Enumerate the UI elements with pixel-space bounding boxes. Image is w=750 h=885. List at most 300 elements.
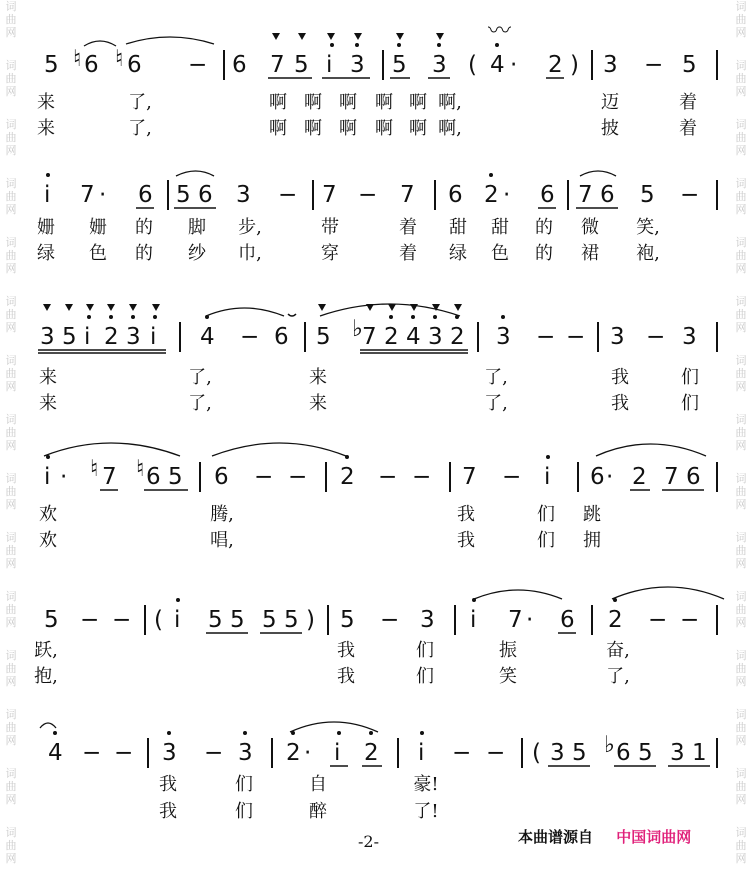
source-label: 本曲谱源自	[518, 828, 594, 846]
svg-text:−: −	[240, 324, 260, 350]
svg-text:5: 5	[316, 324, 331, 350]
svg-text:−: −	[646, 324, 666, 350]
lyric-word: 啊,	[438, 92, 462, 113]
svg-text:·: ·	[606, 464, 614, 490]
watermark-char: 网	[735, 498, 747, 511]
svg-text:·: ·	[503, 182, 511, 208]
svg-text:5: 5	[208, 607, 223, 633]
lyric-word: 欢	[39, 530, 57, 551]
lyric-word: 着	[679, 92, 697, 113]
lyric-word: 啊	[375, 118, 393, 139]
svg-text:7: 7	[508, 607, 523, 633]
svg-text:5: 5	[168, 464, 183, 490]
svg-text:4: 4	[490, 52, 505, 78]
watermark-char: 曲	[5, 721, 17, 734]
svg-text:i: i	[174, 607, 181, 633]
svg-text:3: 3	[550, 740, 565, 766]
lyric-word: 我	[337, 666, 355, 687]
svg-text:3: 3	[670, 740, 685, 766]
watermark-char: 词	[735, 236, 747, 249]
watermark-char: 词	[5, 0, 17, 13]
svg-text:7: 7	[270, 52, 285, 78]
svg-text:·: ·	[304, 740, 312, 766]
watermark-char: 网	[5, 616, 17, 629]
watermark-char: 网	[5, 203, 17, 216]
svg-text:−: −	[648, 607, 668, 633]
lyric-line-3a	[0, 363, 750, 389]
lyric-word: 甜	[449, 217, 467, 238]
watermark-char: 词	[5, 59, 17, 72]
watermark-char: 词	[5, 236, 17, 249]
watermark-char: 曲	[5, 131, 17, 144]
lyric-word: 们	[537, 530, 555, 551]
lyric-word: 姗	[89, 217, 107, 238]
lyric-line-6a	[0, 770, 750, 796]
svg-text:6: 6	[616, 740, 631, 766]
svg-text:−: −	[536, 324, 556, 350]
watermark-char: 词	[5, 413, 17, 426]
svg-text:(: (	[532, 740, 541, 766]
svg-text:−: −	[82, 740, 102, 766]
watermark-char: 词	[5, 472, 17, 485]
watermark-char: 曲	[5, 839, 17, 852]
watermark-char: 词	[735, 413, 747, 426]
svg-text:−: −	[502, 464, 522, 490]
watermark-char: 词	[735, 649, 747, 662]
svg-text:2: 2	[104, 324, 119, 350]
watermark-char: 网	[5, 734, 17, 747]
watermark-char: 网	[735, 380, 747, 393]
svg-text:6: 6	[214, 464, 229, 490]
svg-text:7: 7	[80, 182, 95, 208]
watermark-char: 网	[735, 85, 747, 98]
svg-text:2: 2	[450, 324, 465, 350]
watermark-char: 曲	[5, 72, 17, 85]
lyric-word: 啊	[375, 92, 393, 113]
lyric-word: 抱,	[34, 666, 58, 687]
lyric-word: 们	[416, 640, 434, 661]
watermark-char: 词	[5, 531, 17, 544]
watermark-char: 网	[5, 380, 17, 393]
svg-text:6: 6	[686, 464, 701, 490]
svg-text:2: 2	[384, 324, 399, 350]
lyric-word: 啊	[269, 92, 287, 113]
score-system-6	[0, 700, 750, 820]
page-number: -2-	[358, 832, 379, 851]
svg-text:5: 5	[176, 182, 191, 208]
svg-text:6: 6	[590, 464, 605, 490]
svg-text:7: 7	[322, 182, 337, 208]
svg-text:♮: ♮	[90, 456, 99, 482]
lyric-word: 披	[601, 118, 619, 139]
svg-text:5: 5	[44, 607, 59, 633]
svg-text:3: 3	[682, 324, 697, 350]
svg-text:i: i	[544, 464, 551, 490]
svg-text:7: 7	[462, 464, 477, 490]
watermark-char: 词	[735, 59, 747, 72]
svg-text:7: 7	[102, 464, 117, 490]
svg-text:−: −	[486, 740, 506, 766]
watermark-char: 曲	[5, 662, 17, 675]
watermark-char: 词	[735, 177, 747, 190]
svg-text:♭: ♭	[604, 732, 615, 758]
watermark-char: 网	[5, 439, 17, 452]
watermark-char: 网	[735, 852, 747, 865]
lyric-word: 我	[159, 801, 177, 822]
svg-text:): )	[570, 52, 579, 78]
svg-text:3: 3	[126, 324, 141, 350]
lyric-word: 姗	[37, 217, 55, 238]
lyric-line-1a	[0, 88, 750, 114]
svg-text:−: −	[80, 607, 100, 633]
score-system-2	[0, 140, 750, 264]
lyric-word: 笑	[499, 666, 517, 687]
lyric-word: 我	[457, 530, 475, 551]
lyric-word: 了!	[413, 801, 439, 822]
lyric-word: 振	[499, 640, 517, 661]
lyric-line-1b	[0, 114, 750, 140]
lyric-word: 腾,	[210, 504, 234, 525]
svg-text:6: 6	[84, 52, 99, 78]
svg-text:6: 6	[600, 182, 615, 208]
lyric-word: 了,	[188, 393, 212, 414]
svg-text:7: 7	[578, 182, 593, 208]
watermark-char: 词	[735, 118, 747, 131]
svg-text:−: −	[680, 607, 700, 633]
svg-text:i: i	[334, 740, 341, 766]
svg-text:−: −	[278, 182, 298, 208]
watermark-char: 曲	[735, 367, 747, 380]
svg-text:(: (	[468, 52, 477, 78]
notation-line-4	[0, 452, 750, 502]
svg-text:2: 2	[364, 740, 379, 766]
watermark-char: 词	[5, 590, 17, 603]
lyric-word: 的	[135, 243, 153, 264]
svg-text:−: −	[204, 740, 224, 766]
lyric-word: 笑,	[636, 217, 660, 238]
svg-text:6: 6	[448, 182, 463, 208]
svg-text:3: 3	[162, 740, 177, 766]
watermark-char: 网	[735, 262, 747, 275]
watermark-char: 网	[735, 321, 747, 334]
watermark-char: 网	[735, 26, 747, 39]
score-system-1	[0, 0, 750, 139]
lyric-word: 带	[321, 217, 339, 238]
watermark-char: 网	[735, 734, 747, 747]
svg-text:3: 3	[420, 607, 435, 633]
svg-text:−: −	[114, 740, 134, 766]
watermark-char: 网	[5, 262, 17, 275]
lyric-word: 甜	[491, 217, 509, 238]
lyric-word: 我	[611, 367, 629, 388]
watermark-char: 词	[5, 177, 17, 190]
svg-text:−: −	[378, 464, 398, 490]
svg-text:i: i	[44, 464, 51, 490]
svg-text:·: ·	[510, 52, 518, 78]
lyric-word: 啊	[304, 118, 322, 139]
svg-text:3: 3	[236, 182, 251, 208]
score-system-4	[0, 420, 750, 551]
svg-text:2: 2	[340, 464, 355, 490]
lyric-word: 奋,	[606, 640, 630, 661]
watermark-char: 曲	[735, 780, 747, 793]
svg-text:2: 2	[548, 52, 563, 78]
svg-text:5: 5	[340, 607, 355, 633]
svg-text:6: 6	[127, 52, 142, 78]
watermark-char: 曲	[5, 603, 17, 616]
lyric-line-2a	[0, 213, 750, 239]
svg-text:5: 5	[62, 324, 77, 350]
lyric-word: 色	[491, 243, 509, 264]
lyric-word: 着	[679, 118, 697, 139]
svg-text:i: i	[326, 52, 333, 78]
watermark-char: 曲	[735, 131, 747, 144]
lyric-line-3b	[0, 389, 750, 415]
watermark-char: 网	[5, 321, 17, 334]
svg-text:5: 5	[262, 607, 277, 633]
lyric-word: 来	[37, 92, 55, 113]
lyric-line-5a	[0, 636, 750, 662]
lyric-word: 啊	[339, 92, 357, 113]
watermark-char: 曲	[735, 662, 747, 675]
watermark-char: 曲	[5, 249, 17, 262]
watermark-char: 曲	[5, 13, 17, 26]
watermark-char: 曲	[735, 13, 747, 26]
svg-text:5: 5	[682, 52, 697, 78]
watermark-char: 曲	[735, 190, 747, 203]
svg-text:4: 4	[406, 324, 421, 350]
lyric-word: 我	[337, 640, 355, 661]
lyric-word: 欢	[39, 504, 57, 525]
svg-text:5: 5	[572, 740, 587, 766]
lyric-word: 啊	[339, 118, 357, 139]
svg-text:i: i	[418, 740, 425, 766]
svg-text:5: 5	[294, 52, 309, 78]
svg-text:5: 5	[392, 52, 407, 78]
lyric-word: 们	[537, 504, 555, 525]
svg-text:5: 5	[230, 607, 245, 633]
watermark-char: 曲	[5, 426, 17, 439]
watermark-char: 曲	[5, 485, 17, 498]
lyric-word: 我	[457, 504, 475, 525]
lyric-word: 色	[89, 243, 107, 264]
svg-text:5: 5	[284, 607, 299, 633]
svg-text:6: 6	[198, 182, 213, 208]
lyric-word: 步,	[238, 217, 262, 238]
lyric-word: 绿	[449, 243, 467, 264]
svg-text:−: −	[452, 740, 472, 766]
svg-text:3: 3	[238, 740, 253, 766]
svg-text:1: 1	[692, 740, 707, 766]
lyric-word: 啊	[409, 92, 427, 113]
svg-text:♮: ♮	[73, 46, 82, 72]
svg-text:3: 3	[610, 324, 625, 350]
svg-text:·: ·	[60, 464, 68, 490]
svg-text:i: i	[84, 324, 91, 350]
svg-text:2: 2	[632, 464, 647, 490]
lyric-word: 了,	[484, 393, 508, 414]
svg-text:i: i	[150, 324, 157, 350]
lyric-word: 巾,	[238, 243, 262, 264]
svg-text:2: 2	[286, 740, 301, 766]
svg-text:5: 5	[640, 182, 655, 208]
svg-text:−: −	[380, 607, 400, 633]
lyric-word: 袍,	[636, 243, 660, 264]
lyric-line-2b	[0, 239, 750, 265]
svg-text:i: i	[470, 607, 477, 633]
watermark-gap	[734, 865, 748, 885]
lyric-word: 我	[611, 393, 629, 414]
lyric-word: 着	[399, 243, 417, 264]
watermark-char: 词	[735, 590, 747, 603]
svg-text:−: −	[358, 182, 378, 208]
lyric-word: 了,	[128, 92, 152, 113]
watermark-char: 词	[5, 649, 17, 662]
lyric-word: 啊	[304, 92, 322, 113]
svg-text:2: 2	[608, 607, 623, 633]
svg-text:7: 7	[400, 182, 415, 208]
score-system-5	[0, 560, 750, 687]
svg-text:3: 3	[350, 52, 365, 78]
watermark-char: 词	[735, 295, 747, 308]
source-credit	[518, 826, 691, 847]
watermark-char: 曲	[5, 367, 17, 380]
score-system-3	[0, 280, 750, 414]
lyric-word: 纱	[188, 243, 206, 264]
lyric-word: 我	[159, 774, 177, 795]
lyric-word: 们	[416, 666, 434, 687]
watermark-char: 曲	[735, 544, 747, 557]
watermark-char: 曲	[735, 721, 747, 734]
lyric-word: 来	[309, 393, 327, 414]
svg-text:4: 4	[48, 740, 63, 766]
lyric-word: 们	[235, 801, 253, 822]
svg-text:−: −	[412, 464, 432, 490]
svg-text:〰: 〰	[488, 18, 511, 44]
svg-text:−: −	[644, 52, 664, 78]
watermark-char: 词	[735, 767, 747, 780]
svg-text:·: ·	[526, 607, 534, 633]
watermark-char: 曲	[735, 308, 747, 321]
lyric-word: 脚	[188, 217, 206, 238]
svg-text:7: 7	[664, 464, 679, 490]
watermark-char: 词	[735, 708, 747, 721]
svg-text:5: 5	[638, 740, 653, 766]
watermark-char: 网	[735, 439, 747, 452]
lyric-line-4b	[0, 526, 750, 552]
svg-text:7: 7	[362, 324, 377, 350]
watermark-char: 网	[5, 85, 17, 98]
lyric-word: 穿	[321, 243, 339, 264]
lyric-word: 自	[309, 774, 327, 795]
lyric-word: 啊,	[438, 118, 462, 139]
watermark-char: 词	[5, 118, 17, 131]
watermark-char: 词	[735, 354, 747, 367]
watermark-char: 词	[735, 0, 747, 13]
svg-text:6: 6	[560, 607, 575, 633]
svg-text:6: 6	[138, 182, 153, 208]
lyric-word: 着	[399, 217, 417, 238]
svg-text:♭: ♭	[352, 316, 363, 342]
watermark-char: 词	[735, 826, 747, 839]
watermark-char: 词	[5, 708, 17, 721]
svg-text:6: 6	[540, 182, 555, 208]
svg-text:6: 6	[232, 52, 247, 78]
watermark-char: 词	[735, 472, 747, 485]
lyric-word: 来	[309, 367, 327, 388]
svg-text:3: 3	[496, 324, 511, 350]
lyric-word: 微	[581, 217, 599, 238]
watermark-char: 曲	[735, 249, 747, 262]
svg-text:−: −	[254, 464, 274, 490]
notation-line-3	[0, 312, 750, 362]
watermark-char: 曲	[5, 308, 17, 321]
svg-text:♮: ♮	[136, 456, 145, 482]
watermark-char: 网	[5, 26, 17, 39]
lyric-word: 了,	[188, 367, 212, 388]
lyric-word: 来	[39, 393, 57, 414]
lyric-word: 绿	[37, 243, 55, 264]
svg-text:i: i	[44, 182, 51, 208]
lyric-word: 啊	[409, 118, 427, 139]
svg-text:3: 3	[428, 324, 443, 350]
lyric-word: 们	[681, 367, 699, 388]
watermark-char: 词	[5, 826, 17, 839]
svg-text:♮: ♮	[115, 46, 124, 72]
watermark-char: 曲	[735, 839, 747, 852]
lyric-word: 们	[235, 774, 253, 795]
lyric-word: 裙	[581, 243, 599, 264]
svg-text:(: (	[154, 607, 163, 633]
svg-text:3: 3	[603, 52, 618, 78]
lyric-word: 了,	[128, 118, 152, 139]
lyric-word: 啊	[269, 118, 287, 139]
watermark-char: 词	[5, 295, 17, 308]
svg-text:5: 5	[44, 52, 59, 78]
watermark-char: 词	[5, 767, 17, 780]
watermark-char: 曲	[735, 485, 747, 498]
lyric-word: 来	[37, 118, 55, 139]
watermark-gap	[4, 865, 18, 885]
watermark-char: 网	[735, 616, 747, 629]
watermark-char: 曲	[735, 72, 747, 85]
svg-text:−: −	[112, 607, 132, 633]
svg-text:): )	[306, 607, 315, 633]
lyric-word: 来	[39, 367, 57, 388]
watermark-char: 网	[735, 144, 747, 157]
lyric-word: 醉	[309, 801, 327, 822]
lyric-word: 跳	[583, 504, 601, 525]
svg-text:6: 6	[146, 464, 161, 490]
lyric-word: 唱,	[210, 530, 234, 551]
watermark-char: 网	[735, 675, 747, 688]
lyric-word: 的	[535, 217, 553, 238]
lyric-word: 拥	[583, 530, 601, 551]
lyric-line-5b	[0, 662, 750, 688]
watermark-char: 网	[5, 557, 17, 570]
svg-text:2: 2	[484, 182, 499, 208]
watermark-char: 词	[5, 354, 17, 367]
svg-text:4: 4	[200, 324, 215, 350]
svg-text:−: −	[566, 324, 586, 350]
svg-text:·: ·	[99, 182, 107, 208]
watermark-char: 词	[735, 531, 747, 544]
lyric-line-6b	[0, 797, 750, 823]
watermark-char: 曲	[5, 190, 17, 203]
site-name-link[interactable]: 中国词曲网	[616, 828, 692, 846]
svg-text:−: −	[288, 464, 308, 490]
watermark-char: 网	[5, 675, 17, 688]
